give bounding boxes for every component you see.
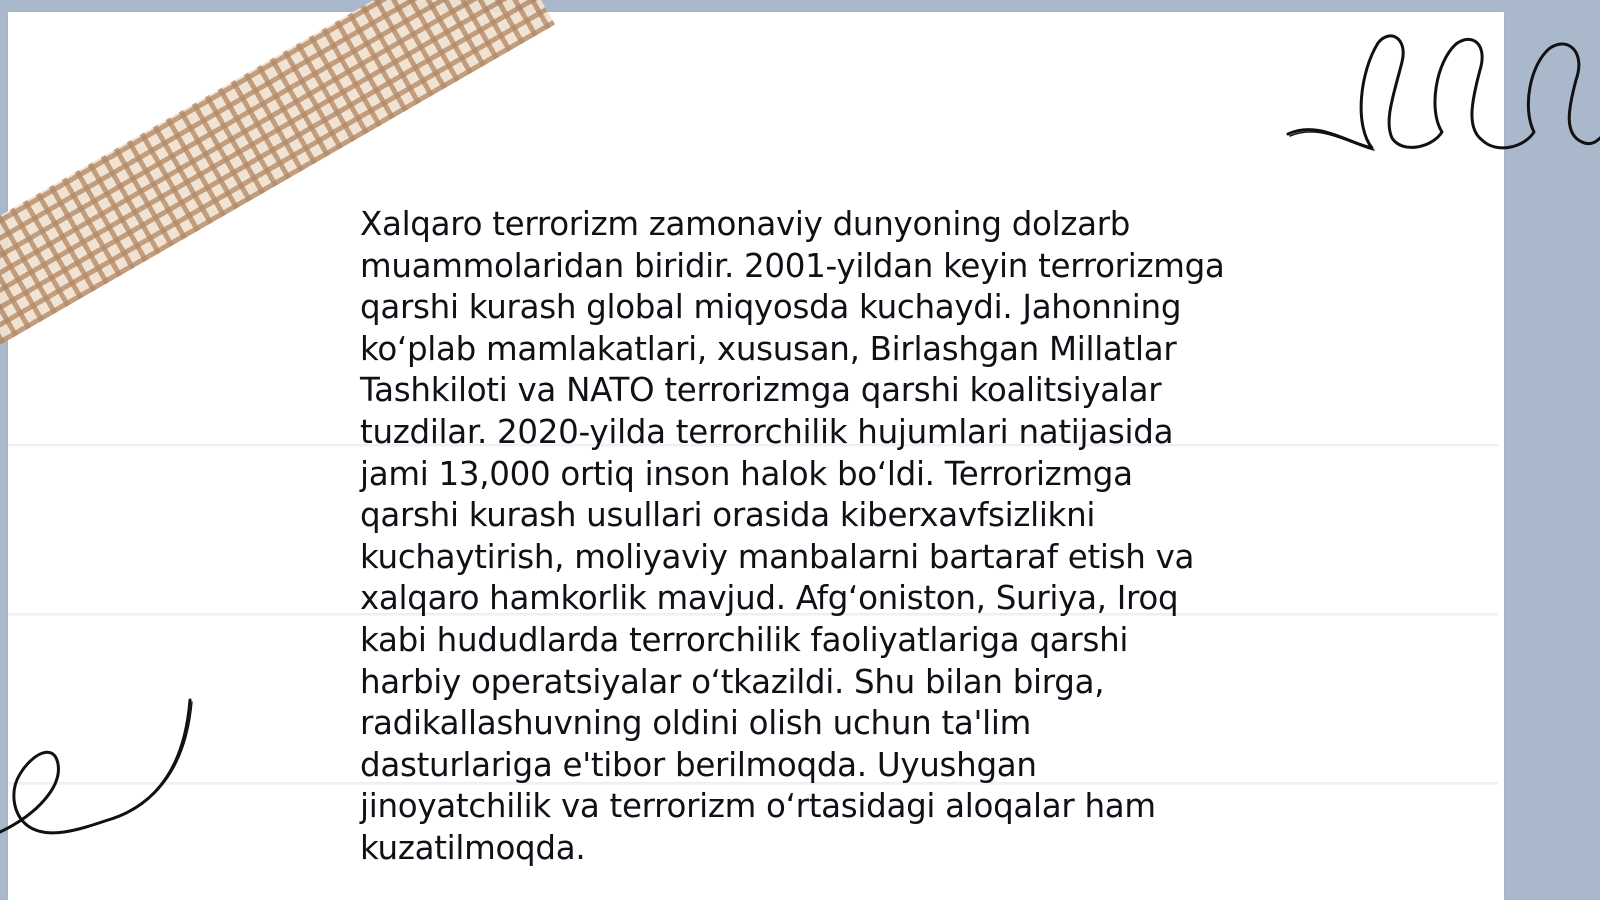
body-line: kabi hududlarda terrorchilik faoliyatlariga qarshi [360, 620, 1129, 659]
body-line: dasturlariga e'tibor berilmoqda. Uyushgan [360, 745, 1037, 784]
body-line: jami 13,000 ortiq inson halok bo‘ldi. Terrorizmga [360, 454, 1133, 493]
body-paragraph [360, 204, 1280, 870]
body-line: Xalqaro terrorizm zamonaviy dunyoning dolzarb [360, 205, 1131, 243]
body-line: harbiy operatsiyalar o‘tkazildi. Shu bilan birga, [360, 662, 1105, 701]
body-line: kuzatilmoqda. [360, 828, 586, 867]
body-line: qarshi kurash global miqyosda kuchaydi. Jahonning [360, 288, 1182, 327]
body-line: kuchaytirish, moliyaviy manbalarni bartaraf etish va [360, 537, 1195, 576]
body-line: ko‘plab mamlakatlari, xususan, Birlashgan Millatlar [360, 329, 1177, 368]
loop-scribble-icon [1282, 30, 1600, 165]
body-line: Tashkiloti va NATO terrorizmga qarshi koalitsiyalar [360, 371, 1162, 410]
swirl-doodle-icon [0, 690, 200, 850]
body-line: jinoyatchilik va terrorizm o‘rtasidagi aloqalar ham [360, 787, 1156, 826]
body-line: muammolaridan biridir. 2001-yildan keyin terrorizmga [360, 246, 1225, 285]
body-line: radikallashuvning oldini olish uchun ta'lim [360, 704, 1031, 743]
body-line: xalqaro hamkorlik mavjud. Afg‘oniston, Suriya, Iroq [360, 579, 1179, 618]
body-line: qarshi kurash usullari orasida kiberxavfsizlikni [360, 496, 1096, 535]
body-line: tuzdilar. 2020-yilda terrorchilik hujumlari natijasida [360, 412, 1174, 451]
